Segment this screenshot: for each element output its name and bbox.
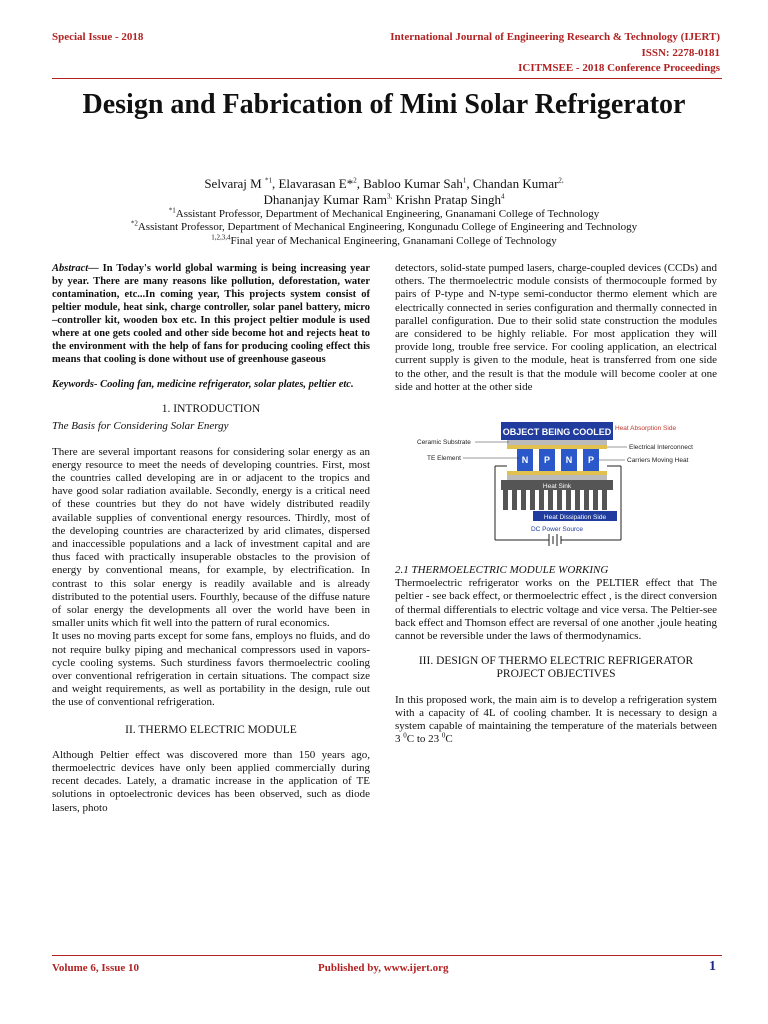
abstract: Abstract— In Today's world global warming is being increasing year by year. There are many reasons like pollution, deforestation, water contamination, etc...In coming year, This projects system consist of peltier module, heat sink, charge controller, solar panel battery, micro –controller kit, wooden box etc. In this project peltier module is used where at one gets cooled and other side become hot and rejects heat to the environment with the help of fans for producing cooling effect this means that cooling is done without use of greenhouse gaseous bbox=[52, 263, 370, 365]
affiliation-2: $^{*2}$Assistant Professor, Department of Mechanical Engineering, Kongunadu College of Engineering and Technology bbox=[130, 219, 638, 233]
footer-publisher-link[interactable]: Published by, www.ijert.org bbox=[318, 962, 449, 974]
affiliation-3: $^{1,2,3,4}$Final year of Mechanical Engineering, Gnanamani College of Technology bbox=[211, 233, 557, 247]
header-issn: ISSN: 2278-0181 bbox=[641, 47, 720, 59]
right-paragraph-1: detectors, solid-state pumped lasers, charge-coupled devices (CCDs) and others. The thermoelectric module consists of thermocouple formed by pairs of P-type and N-type semi-conductor thermo element which are electrically connected in series configuration and thermally connected in parallel configuration. Due to their solid state construction the modules are considered to be highly reliable. For most application they will provide long, trouble free service. For cooling application, an electrical current supply is given to the module, heat is transferred from one side to the other, and the result is that the module will become cooler at one side and hotter at the other side bbox=[395, 262, 717, 393]
header-journal-name: International Journal of Engineering Research & Technology (IJERT) bbox=[390, 31, 720, 43]
right-column bbox=[395, 262, 717, 746]
working-subheading: 2.1 THERMOELECTRIC MODULE WORKING bbox=[395, 564, 609, 577]
section-thermo-electric-heading: II. THERMO ELECTRIC MODULE bbox=[125, 723, 297, 736]
peltier-module-figure bbox=[415, 420, 697, 550]
footer-rule bbox=[52, 955, 722, 956]
heat-sink-fins bbox=[503, 490, 607, 510]
section-introduction-heading: 1. INTRODUCTION bbox=[161, 403, 261, 416]
intro-paragraph-2: It uses no moving parts except for some fans, employs no fluids, and do not require bulky piping and mechanical compressors used in vapors-cycle cooling systems. Such sturdiness favors thermoelectric cooling over conventional refrigeration in certain situations. The compact size and weight requirements, as well as portability in the design, rule out the use of conventional refrigeration. bbox=[52, 630, 370, 709]
ceramic-substrate-label: Ceramic Substrate bbox=[417, 439, 471, 447]
paper-title: Design and Fabrication of Mini Solar Refrigerator bbox=[82, 89, 686, 120]
affiliation-1: $^{*1}$Assistant Professor, Department of Mechanical Engineering, Gnanamani College of Technology bbox=[168, 206, 600, 220]
heat-dissipation-label: Heat Dissipation Side bbox=[543, 514, 607, 522]
header-conference: ICITMSEE - 2018 Conference Proceedings bbox=[518, 62, 720, 74]
te-element-label: TE Element bbox=[427, 455, 461, 463]
heat-absorption-label: Heat Absorption Side bbox=[615, 425, 677, 433]
thermo-electric-paragraph: Although Peltier effect was discovered more than 150 years ago, thermoelectric devices have only been applied commercially during recent decades. Lately, a dramatic increase in the application of TE solutions in optoelectronic devices has been observed, such as diode lasers, photo bbox=[52, 748, 370, 814]
top-interconnect bbox=[507, 445, 607, 449]
header-rule bbox=[52, 78, 722, 79]
authors-line-1: Selvaraj M $^{*1}$, Elavarasan E*$^2$, Babloo Kumar Sah$^1$, Chandan Kumar$^{2,}$ bbox=[204, 176, 564, 191]
bottom-interconnect bbox=[507, 471, 607, 475]
working-paragraph: Thermoelectric refrigerator works on the PELTIER effect that The peltier - see back effect, or thermoelectric effect , is the direct conversion of thermal differentials to electric voltage and vice versa. The Peltier-see back effect and Thomson effect are reversal of one another ,joule heating cannot be reversible under the laws of thermodynamics. bbox=[395, 577, 717, 643]
keywords: Keywords- Cooling fan, medicine refrigerator, solar plates, peltier etc. bbox=[52, 379, 354, 390]
bottom-ceramic-plate bbox=[507, 475, 607, 480]
dc-power-label: DC Power Source bbox=[530, 526, 584, 534]
object-being-cooled-label: OBJECT BEING COOLED bbox=[502, 427, 612, 438]
n-label-2: N bbox=[565, 455, 573, 466]
design-heading-line-2: PROJECT OBJECTIVES bbox=[496, 668, 616, 681]
n-label-1: N bbox=[521, 455, 529, 466]
header-special-issue: Special Issue - 2018 bbox=[52, 31, 144, 43]
left-column bbox=[52, 262, 370, 815]
electrical-interconnect-label: Electrical Interconnect bbox=[629, 444, 693, 452]
top-ceramic-plate bbox=[507, 440, 607, 445]
design-heading-line-1: III. DESIGN OF THERMO ELECTRIC REFRIGERATOR bbox=[418, 655, 694, 668]
authors-line-2: Dhananjay Kumar Ram$^{3,}$ Krishn Pratap Singh$^4$ bbox=[263, 192, 505, 207]
p-label-2: P bbox=[587, 455, 595, 466]
p-label-1: P bbox=[543, 455, 551, 466]
heat-sink-label: Heat Sink bbox=[542, 483, 572, 491]
design-paragraph: In this proposed work, the main aim is to develop a refrigeration system with a capacity of 4L of cooling chamber. It is necessary to design a system capable of maintaining the temperature of the materials between 3 $^0$C to 23 $^0$C bbox=[395, 693, 717, 746]
intro-subheading: The Basis for Considering Solar Energy bbox=[52, 420, 229, 433]
page-number: 1 bbox=[709, 959, 716, 974]
carriers-moving-heat-label: Carriers Moving Heat bbox=[627, 457, 689, 465]
intro-paragraph-1: There are several important reasons for considering solar energy as an energy resource to meet the needs of developing countries. First, most the countries called developing are in or adjacent to the tropics and have good solar radiation available. Secondly, energy is a critical need of these countries but they do not have widely distributed readily available supplies of conventional energy resources. Thirdly, most of the developing countries are characterized by arid climates, dispersed and inaccessible populations and a lack of investment capital and are thus faced with practically insuperable obstacles to the provision of energy by conventional means, for example, by electrification. In contrast to this solar energy is readily available and is already distributed to the potential users. Fourthly, because of the diffuse nature of solar energy the developments all over the world have been in smaller units which fit well into the pattern of rural economics. bbox=[52, 445, 370, 630]
footer-volume: Volume 6, Issue 10 bbox=[52, 962, 139, 974]
